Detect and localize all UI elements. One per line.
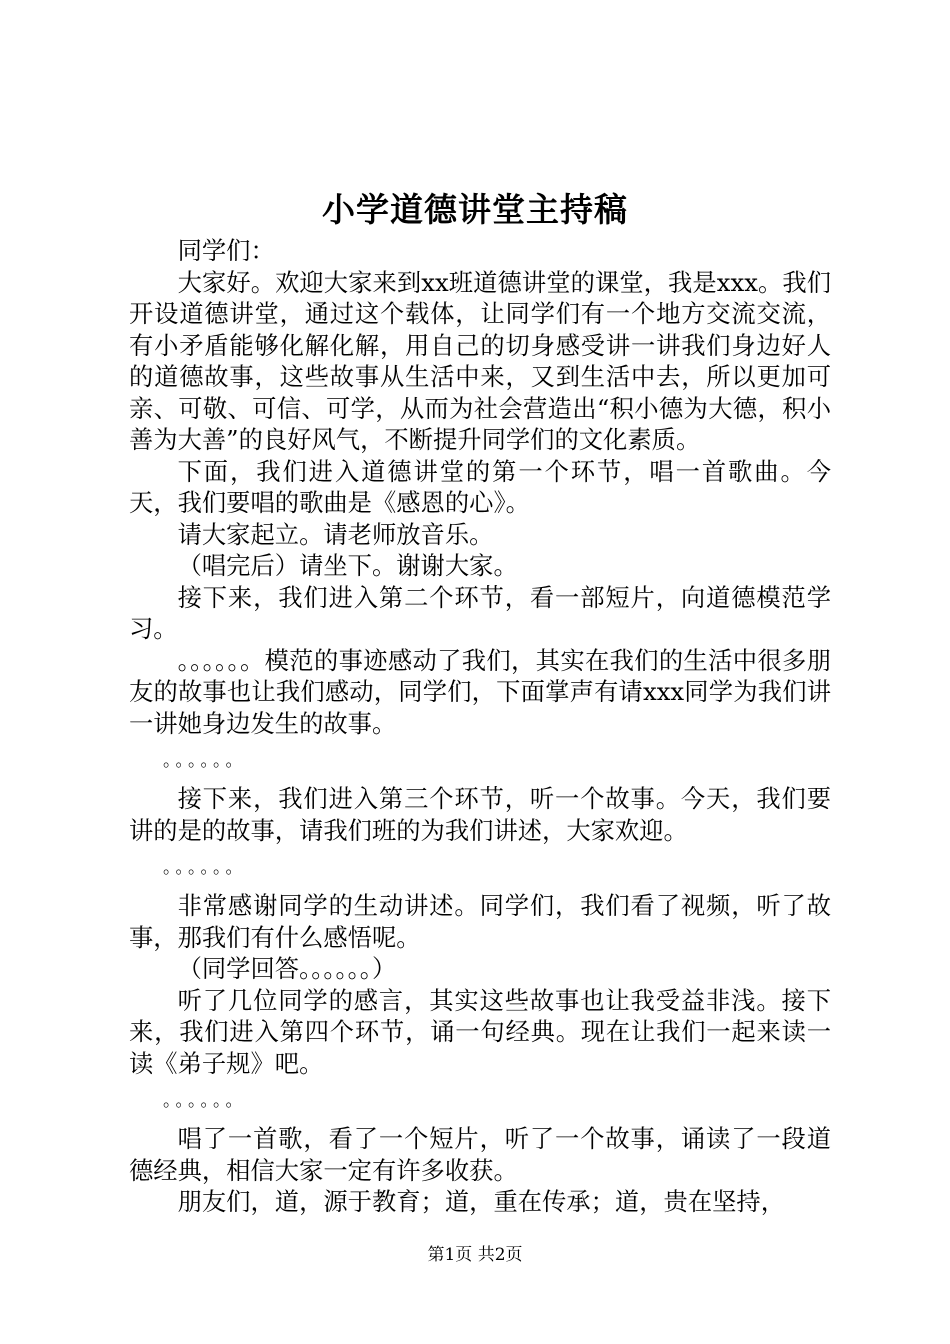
- document-body: [129, 235, 831, 1218]
- paragraph-third-segment: 接下来，我们进入第三个环节，听一个故事。今天，我们要讲的是的故事，请我们班的为我们讲述，大家欢迎。: [129, 784, 831, 845]
- paragraph-student-answer: （同学回答。。。。。。）: [177, 954, 397, 983]
- paragraph-summary: 唱了一首歌，看了一个短片，听了一个故事，诵读了一段道德经典，相信大家一定有许多收获。: [129, 1124, 831, 1185]
- paragraph-greeting: 同学们：: [177, 236, 275, 265]
- ellipsis-line: 。。。。。。: [163, 858, 247, 878]
- paragraph-first-segment: 下面，我们进入道德讲堂的第一个环节，唱一首歌曲。今天，我们要唱的歌曲是《感恩的心》。: [129, 456, 831, 517]
- paragraph-reflection: 非常感谢同学的生动讲述。同学们，我们看了视频，听了故事，那我们有什么感悟呢。: [129, 891, 831, 952]
- paragraph-fourth-segment: 听了几位同学的感言，其实这些故事也让我受益非浅。接下来，我们进入第四个环节，诵一句经典。现在让我们一起来读一读《弟子规》吧。: [129, 985, 831, 1078]
- document-title: 小学道德讲堂主持稿: [322, 190, 628, 229]
- paragraph-model-story: 。。。。。。模范的事迹感动了我们，其实在我们的生活中很多朋友的故事也让我们感动，同学们，下面掌声有请xxx同学为我们讲一讲她身边发生的故事。: [129, 645, 831, 738]
- page-footer: 第1页 共2页: [427, 1245, 523, 1265]
- ellipsis-line: 。。。。。。: [163, 1091, 247, 1111]
- paragraph-second-segment: 接下来，我们进入第二个环节，看一部短片，向道德模范学习。: [129, 582, 831, 643]
- paragraph-stand-up: 请大家起立。请老师放音乐。: [177, 519, 494, 549]
- paragraph-sit-down: （唱完后）请坐下。谢谢大家。: [177, 551, 518, 580]
- paragraph-intro: 大家好。欢迎大家来到xx班道德讲堂的课堂，我是xxx。我们开设道德讲堂，通过这个载体，让同学们有一个地方交流交流，有小矛盾能够化解化解，用自己的切身感受讲一讲我们身边好人的道德故事，这些故事从生活中来，又到生活中去，所以更加可亲、可敬、可信、可学，从而为社会营造出“积小德为大德，积小善为大善”的良好风气，不断提升同学们的文化素质。: [129, 267, 831, 454]
- paragraph-closing: 朋友们，道，源于教育；道，重在传承；道，贵在坚持，: [177, 1187, 786, 1216]
- ellipsis-line: 。。。。。。: [163, 751, 247, 771]
